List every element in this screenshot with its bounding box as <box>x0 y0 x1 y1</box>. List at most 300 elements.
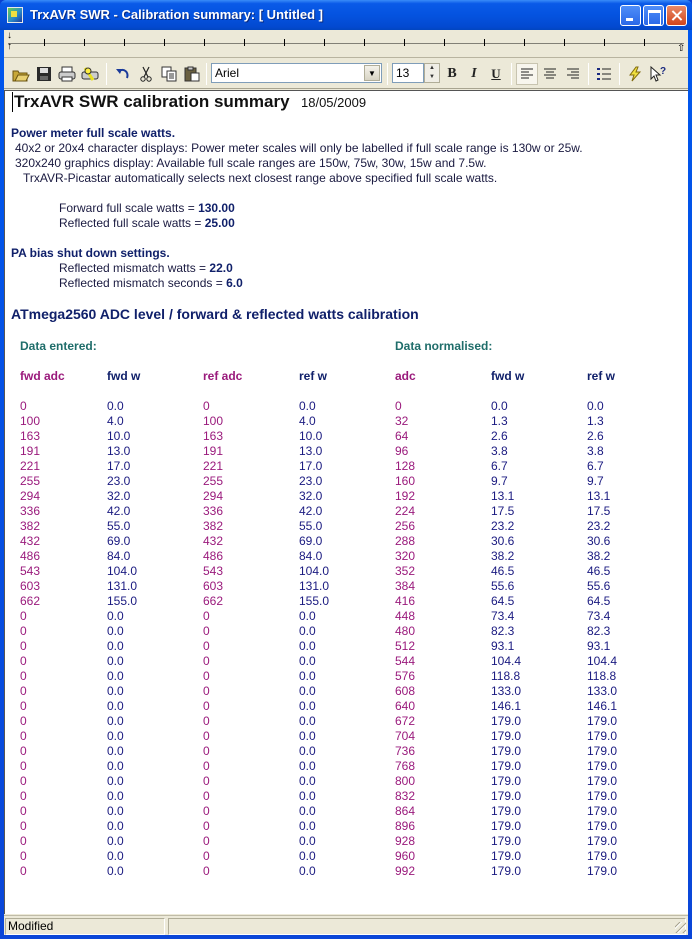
fwd-adc-cell: 543 <box>20 564 41 578</box>
mismatch-watts-value: 22.0 <box>209 261 233 275</box>
data-normalised-label: Data normalised: <box>395 339 493 353</box>
norm-fwd-w-cell: 133.0 <box>491 684 522 698</box>
ruler-line <box>8 43 684 44</box>
fwd-w-cell: 0.0 <box>107 639 124 653</box>
adc-cell: 896 <box>395 819 416 833</box>
norm-ref-w-cell: 93.1 <box>587 639 611 653</box>
ref-w-cell: 23.0 <box>299 474 323 488</box>
fwd-adc-cell: 603 <box>20 579 41 593</box>
power-meter-line-1: 40x2 or 20x4 character displays: Power meter scales will only be labelled if full scale range is 130w or 25w. <box>15 141 583 155</box>
toolbar-separator <box>106 63 107 85</box>
fwd-adc-cell: 382 <box>20 519 41 533</box>
adc-cell: 512 <box>395 639 416 653</box>
norm-ref-w-cell: 73.4 <box>587 609 611 623</box>
ref-adc-cell: 0 <box>203 669 210 683</box>
ref-w-cell: 0.0 <box>299 849 316 863</box>
adc-cell: 416 <box>395 594 416 608</box>
ref-w-cell: 17.0 <box>299 459 323 473</box>
data-entered-label: Data entered: <box>20 339 97 353</box>
italic-button[interactable]: I <box>471 66 477 81</box>
ref-adc-cell: 100 <box>203 414 224 428</box>
align-center-icon[interactable] <box>539 63 561 85</box>
norm-ref-w-cell: 179.0 <box>587 834 618 848</box>
fwd-w-cell: 10.0 <box>107 429 131 443</box>
fwd-w-cell: 42.0 <box>107 504 131 518</box>
fwd-w-cell: 0.0 <box>107 399 124 413</box>
ref-w-cell: 0.0 <box>299 804 316 818</box>
norm-ref-w-cell: 179.0 <box>587 714 618 728</box>
print-preview-icon[interactable] <box>79 63 101 85</box>
norm-fwd-w-cell: 46.5 <box>491 564 515 578</box>
ref-w-cell: 0.0 <box>299 654 316 668</box>
norm-ref-w-cell: 30.6 <box>587 534 611 548</box>
norm-fwd-w-cell: 179.0 <box>491 864 522 878</box>
print-icon[interactable] <box>56 63 78 85</box>
norm-fwd-w-cell: 17.5 <box>491 504 515 518</box>
ref-w-cell: 69.0 <box>299 534 323 548</box>
adc-cell: 832 <box>395 789 416 803</box>
ref-adc-cell: 0 <box>203 819 210 833</box>
adc-cell: 160 <box>395 474 416 488</box>
adc-cell: 704 <box>395 729 416 743</box>
ref-w-cell: 0.0 <box>299 789 316 803</box>
ref-adc-cell: 603 <box>203 579 224 593</box>
fwd-w-cell: 23.0 <box>107 474 131 488</box>
ref-w-cell: 155.0 <box>299 594 330 608</box>
fwd-adc-cell: 486 <box>20 549 41 563</box>
norm-fwd-w-cell: 179.0 <box>491 729 522 743</box>
fwd-adc-cell: 221 <box>20 459 41 473</box>
fwd-w-cell: 0.0 <box>107 609 124 623</box>
adc-cell: 480 <box>395 624 416 638</box>
adc-cell: 320 <box>395 549 416 563</box>
norm-ref-w-cell: 55.6 <box>587 579 611 593</box>
adc-cell: 0 <box>395 399 402 413</box>
fwd-adc-cell: 0 <box>20 639 27 653</box>
ruler-tick <box>644 39 645 46</box>
ref-w-cell: 0.0 <box>299 819 316 833</box>
fwd-w-cell: 0.0 <box>107 804 124 818</box>
mismatch-watts-label: Reflected mismatch watts = <box>59 261 207 275</box>
first-indent-marker-icon[interactable]: ↓ <box>7 30 12 41</box>
adc-cell: 352 <box>395 564 416 578</box>
norm-fwd-w-cell: 6.7 <box>491 459 508 473</box>
ref-adc-cell: 0 <box>203 729 210 743</box>
fwd-w-cell: 69.0 <box>107 534 131 548</box>
forward-full-scale-label: Forward full scale watts = <box>59 201 195 215</box>
left-indent-marker-icon[interactable]: ↑ <box>7 41 12 52</box>
norm-fwd-w-cell: 104.4 <box>491 654 522 668</box>
ref-w-cell: 104.0 <box>299 564 330 578</box>
norm-fwd-w-cell: 179.0 <box>491 759 522 773</box>
norm-ref-w-cell: 179.0 <box>587 774 618 788</box>
mismatch-seconds-label: Reflected mismatch seconds = <box>59 276 223 290</box>
fwd-w-cell: 0.0 <box>107 834 124 848</box>
fwd-w-cell: 0.0 <box>107 864 124 878</box>
header-fwd-adc: fwd adc <box>20 369 65 383</box>
adc-cell: 32 <box>395 414 409 428</box>
pa-bias-heading: PA bias shut down settings. <box>11 246 170 260</box>
fwd-adc-cell: 163 <box>20 429 41 443</box>
format-toolbar <box>4 59 688 89</box>
client-area <box>4 30 688 935</box>
norm-ref-w-cell: 1.3 <box>587 414 604 428</box>
ref-w-cell: 0.0 <box>299 864 316 878</box>
norm-fwd-w-cell: 82.3 <box>491 624 515 638</box>
adc-cell: 544 <box>395 654 416 668</box>
fwd-w-cell: 0.0 <box>107 669 124 683</box>
adc-cell: 640 <box>395 699 416 713</box>
ref-w-cell: 13.0 <box>299 444 323 458</box>
adc-cell: 608 <box>395 684 416 698</box>
norm-ref-w-cell: 6.7 <box>587 459 604 473</box>
forward-full-scale-row <box>59 201 235 215</box>
norm-fwd-w-cell: 30.6 <box>491 534 515 548</box>
fwd-adc-cell: 0 <box>20 699 27 713</box>
norm-ref-w-cell: 2.6 <box>587 429 604 443</box>
ref-w-cell: 0.0 <box>299 729 316 743</box>
ref-adc-cell: 486 <box>203 549 224 563</box>
fwd-w-cell: 0.0 <box>107 789 124 803</box>
power-meter-heading: Power meter full scale watts. <box>11 126 176 140</box>
norm-fwd-w-cell: 55.6 <box>491 579 515 593</box>
fwd-w-cell: 0.0 <box>107 684 124 698</box>
power-meter-line-3: TrxAVR-Picastar automatically selects next closest range above specified full scale watts. <box>23 171 498 185</box>
document-editor[interactable] <box>4 90 688 914</box>
header-ref-w: ref w <box>299 369 328 383</box>
norm-fwd-w-cell: 1.3 <box>491 414 508 428</box>
norm-ref-w-cell: 179.0 <box>587 744 618 758</box>
norm-fwd-w-cell: 179.0 <box>491 774 522 788</box>
norm-ref-w-cell: 118.8 <box>587 669 617 683</box>
norm-ref-w-cell: 104.4 <box>587 654 618 668</box>
fwd-w-cell: 0.0 <box>107 699 124 713</box>
fwd-adc-cell: 662 <box>20 594 41 608</box>
close-button[interactable] <box>666 5 687 26</box>
norm-ref-w-cell: 17.5 <box>587 504 611 518</box>
norm-fwd-w-cell: 118.8 <box>491 669 521 683</box>
fwd-w-cell: 0.0 <box>107 654 124 668</box>
norm-ref-w-cell: 179.0 <box>587 849 618 863</box>
fwd-adc-cell: 0 <box>20 729 27 743</box>
header-norm-fwd-w: fwd w <box>491 369 525 383</box>
fwd-w-cell: 32.0 <box>107 489 131 503</box>
calibration-heading: ATmega2560 ADC level / forward & reflected watts calibration <box>11 306 419 322</box>
chevron-down-icon[interactable]: ▼ <box>364 65 380 81</box>
norm-ref-w-cell: 13.1 <box>587 489 611 503</box>
mismatch-watts-row <box>59 261 233 275</box>
ruler-tick <box>204 39 205 46</box>
lightning-icon[interactable] <box>624 63 646 85</box>
norm-ref-w-cell: 23.2 <box>587 519 611 533</box>
ruler-tick <box>164 39 165 46</box>
fwd-adc-cell: 336 <box>20 504 41 518</box>
norm-ref-w-cell: 179.0 <box>587 759 618 773</box>
fwd-w-cell: 131.0 <box>107 579 138 593</box>
norm-fwd-w-cell: 179.0 <box>491 849 522 863</box>
toolbar-separator <box>206 63 207 85</box>
ref-w-cell: 0.0 <box>299 639 316 653</box>
ruler-tick <box>124 39 125 46</box>
ref-w-cell: 0.0 <box>299 774 316 788</box>
fwd-adc-cell: 0 <box>20 819 27 833</box>
fwd-adc-cell: 0 <box>20 774 27 788</box>
norm-ref-w-cell: 133.0 <box>587 684 618 698</box>
ref-adc-cell: 543 <box>203 564 224 578</box>
minimize-button[interactable] <box>620 5 641 26</box>
title-bar[interactable] <box>0 0 692 30</box>
ref-adc-cell: 0 <box>203 864 210 878</box>
adc-cell: 576 <box>395 669 416 683</box>
header-fwd-w: fwd w <box>107 369 141 383</box>
ref-adc-cell: 0 <box>203 714 210 728</box>
fwd-w-cell: 0.0 <box>107 849 124 863</box>
norm-fwd-w-cell: 73.4 <box>491 609 515 623</box>
fwd-adc-cell: 0 <box>20 624 27 638</box>
ref-w-cell: 84.0 <box>299 549 323 563</box>
spin-down-icon[interactable]: ▼ <box>429 74 435 80</box>
ref-w-cell: 0.0 <box>299 624 316 638</box>
app-icon[interactable] <box>7 7 23 23</box>
undo-icon[interactable] <box>112 63 134 85</box>
norm-ref-w-cell: 64.5 <box>587 594 611 608</box>
toolbar-separator <box>619 63 620 85</box>
ruler-tick <box>364 39 365 46</box>
mismatch-seconds-row <box>59 276 243 290</box>
fwd-w-cell: 0.0 <box>107 774 124 788</box>
ref-w-cell: 42.0 <box>299 504 323 518</box>
fwd-adc-cell: 0 <box>20 669 27 683</box>
fwd-adc-cell: 432 <box>20 534 41 548</box>
fwd-adc-cell: 0 <box>20 864 27 878</box>
adc-cell: 192 <box>395 489 416 503</box>
fwd-w-cell: 84.0 <box>107 549 131 563</box>
fwd-adc-cell: 0 <box>20 744 27 758</box>
adc-cell: 224 <box>395 504 416 518</box>
fwd-w-cell: 0.0 <box>107 624 124 638</box>
fwd-w-cell: 0.0 <box>107 729 124 743</box>
fwd-adc-cell: 0 <box>20 759 27 773</box>
ref-w-cell: 4.0 <box>299 414 316 428</box>
status-text: Modified <box>5 918 165 935</box>
font-name-select[interactable] <box>211 63 382 83</box>
norm-ref-w-cell: 179.0 <box>587 804 618 818</box>
ref-w-cell: 0.0 <box>299 684 316 698</box>
ref-adc-cell: 221 <box>203 459 224 473</box>
fwd-w-cell: 17.0 <box>107 459 131 473</box>
norm-ref-w-cell: 179.0 <box>587 789 618 803</box>
fwd-adc-cell: 191 <box>20 444 41 458</box>
ref-w-cell: 0.0 <box>299 744 316 758</box>
adc-cell: 928 <box>395 834 416 848</box>
ref-adc-cell: 0 <box>203 684 210 698</box>
header-norm-ref-w: ref w <box>587 369 616 383</box>
paste-icon[interactable] <box>181 63 203 85</box>
adc-cell: 672 <box>395 714 416 728</box>
fwd-adc-cell: 0 <box>20 804 27 818</box>
ruler-tick <box>444 39 445 46</box>
ruler-tick <box>284 39 285 46</box>
ruler-tick <box>524 39 525 46</box>
ref-adc-cell: 432 <box>203 534 224 548</box>
ref-w-cell: 131.0 <box>299 579 330 593</box>
fwd-adc-cell: 100 <box>20 414 41 428</box>
norm-fwd-w-cell: 23.2 <box>491 519 515 533</box>
reflected-full-scale-label: Reflected full scale watts = <box>59 216 202 230</box>
adc-cell: 128 <box>395 459 416 473</box>
norm-fwd-w-cell: 13.1 <box>491 489 515 503</box>
adc-cell: 736 <box>395 744 416 758</box>
fwd-w-cell: 0.0 <box>107 714 124 728</box>
resize-grip[interactable] <box>675 922 686 933</box>
fwd-w-cell: 4.0 <box>107 414 124 428</box>
adc-cell: 448 <box>395 609 416 623</box>
fwd-adc-cell: 0 <box>20 834 27 848</box>
mismatch-seconds-value: 6.0 <box>226 276 243 290</box>
ruler-tick <box>44 39 45 46</box>
ref-adc-cell: 662 <box>203 594 224 608</box>
adc-cell: 288 <box>395 534 416 548</box>
norm-fwd-w-cell: 2.6 <box>491 429 508 443</box>
ref-adc-cell: 382 <box>203 519 224 533</box>
adc-cell: 768 <box>395 759 416 773</box>
fwd-adc-cell: 0 <box>20 609 27 623</box>
fwd-adc-cell: 0 <box>20 399 27 413</box>
ref-adc-cell: 0 <box>203 789 210 803</box>
norm-ref-w-cell: 38.2 <box>587 549 611 563</box>
norm-ref-w-cell: 179.0 <box>587 864 618 878</box>
right-indent-marker-icon[interactable]: ⇧ <box>677 43 686 54</box>
ref-w-cell: 0.0 <box>299 699 316 713</box>
forward-full-scale-value: 130.00 <box>198 201 235 215</box>
underline-button[interactable]: U <box>491 66 501 81</box>
bold-button[interactable]: B <box>447 66 457 81</box>
align-left-icon[interactable] <box>516 63 538 85</box>
ref-adc-cell: 0 <box>203 744 210 758</box>
fwd-adc-cell: 255 <box>20 474 41 488</box>
ruler-tick <box>484 39 485 46</box>
adc-cell: 384 <box>395 579 416 593</box>
fwd-adc-cell: 0 <box>20 654 27 668</box>
fwd-adc-cell: 0 <box>20 684 27 698</box>
open-icon[interactable] <box>10 63 32 85</box>
copy-icon[interactable] <box>158 63 180 85</box>
fwd-w-cell: 0.0 <box>107 744 124 758</box>
toolbar-separator <box>588 63 589 85</box>
ref-adc-cell: 0 <box>203 639 210 653</box>
status-panel-2 <box>168 918 686 935</box>
norm-ref-w-cell: 3.8 <box>587 444 604 458</box>
adc-cell: 992 <box>395 864 416 878</box>
toolbar-separator <box>387 63 388 85</box>
document-title: TrxAVR SWR calibration summary <box>14 92 290 111</box>
ref-adc-cell: 0 <box>203 774 210 788</box>
save-icon[interactable] <box>33 63 55 85</box>
ruler-tick <box>604 39 605 46</box>
help-pointer-icon[interactable] <box>647 63 669 85</box>
fwd-w-cell: 0.0 <box>107 759 124 773</box>
ref-adc-cell: 191 <box>203 444 224 458</box>
ruler[interactable] <box>4 30 688 58</box>
adc-cell: 800 <box>395 774 416 788</box>
window-title: TrxAVR SWR - Calibration summary: [ Untitled ] <box>30 7 324 22</box>
norm-fwd-w-cell: 9.7 <box>491 474 508 488</box>
norm-fwd-w-cell: 179.0 <box>491 834 522 848</box>
ref-adc-cell: 0 <box>203 759 210 773</box>
bullets-icon[interactable] <box>593 63 615 85</box>
ref-adc-cell: 0 <box>203 609 210 623</box>
norm-fwd-w-cell: 93.1 <box>491 639 515 653</box>
ruler-tick <box>244 39 245 46</box>
fwd-adc-cell: 0 <box>20 789 27 803</box>
font-size-field[interactable] <box>392 63 424 83</box>
maximize-button[interactable] <box>643 5 664 26</box>
norm-ref-w-cell: 179.0 <box>587 819 618 833</box>
document-date: 18/05/2009 <box>301 95 367 110</box>
ref-w-cell: 0.0 <box>299 609 316 623</box>
norm-fwd-w-cell: 179.0 <box>491 744 522 758</box>
align-right-icon[interactable] <box>562 63 584 85</box>
norm-ref-w-cell: 146.1 <box>587 699 618 713</box>
reflected-full-scale-row <box>59 216 235 230</box>
fwd-w-cell: 155.0 <box>107 594 138 608</box>
header-adc: adc <box>395 369 416 383</box>
norm-fwd-w-cell: 3.8 <box>491 444 508 458</box>
header-ref-adc: ref adc <box>203 369 243 383</box>
ref-w-cell: 32.0 <box>299 489 323 503</box>
ref-adc-cell: 255 <box>203 474 224 488</box>
adc-cell: 864 <box>395 804 416 818</box>
spin-up-icon[interactable]: ▲ <box>429 65 435 71</box>
adc-cell: 96 <box>395 444 409 458</box>
ruler-tick <box>84 39 85 46</box>
norm-ref-w-cell: 0.0 <box>587 399 604 413</box>
norm-fwd-w-cell: 179.0 <box>491 804 522 818</box>
ruler-tick <box>564 39 565 46</box>
ref-w-cell: 0.0 <box>299 399 316 413</box>
norm-ref-w-cell: 82.3 <box>587 624 611 638</box>
adc-cell: 960 <box>395 849 416 863</box>
toolbar-separator <box>511 63 512 85</box>
ref-adc-cell: 0 <box>203 834 210 848</box>
ref-adc-cell: 294 <box>203 489 224 503</box>
fwd-w-cell: 13.0 <box>107 444 131 458</box>
fwd-adc-cell: 0 <box>20 714 27 728</box>
norm-fwd-w-cell: 179.0 <box>491 714 522 728</box>
ref-w-cell: 10.0 <box>299 429 323 443</box>
ref-adc-cell: 0 <box>203 849 210 863</box>
power-meter-line-2: 320x240 graphics display: Available full scale ranges are 150w, 75w, 30w, 15w and 7.5w. <box>15 156 487 170</box>
ref-w-cell: 55.0 <box>299 519 323 533</box>
fwd-w-cell: 55.0 <box>107 519 131 533</box>
svg-text:?: ? <box>660 66 667 77</box>
norm-fwd-w-cell: 64.5 <box>491 594 515 608</box>
ref-adc-cell: 0 <box>203 699 210 713</box>
fwd-w-cell: 0.0 <box>107 819 124 833</box>
ref-adc-cell: 0 <box>203 654 210 668</box>
font-size-spinner[interactable] <box>424 63 440 83</box>
fwd-adc-cell: 0 <box>20 849 27 863</box>
cut-icon[interactable] <box>135 63 157 85</box>
norm-fwd-w-cell: 179.0 <box>491 819 522 833</box>
fwd-w-cell: 104.0 <box>107 564 138 578</box>
ref-w-cell: 0.0 <box>299 834 316 848</box>
norm-fwd-w-cell: 179.0 <box>491 789 522 803</box>
ref-w-cell: 0.0 <box>299 714 316 728</box>
ref-adc-cell: 0 <box>203 624 210 638</box>
norm-fwd-w-cell: 38.2 <box>491 549 515 563</box>
norm-fwd-w-cell: 146.1 <box>491 699 522 713</box>
